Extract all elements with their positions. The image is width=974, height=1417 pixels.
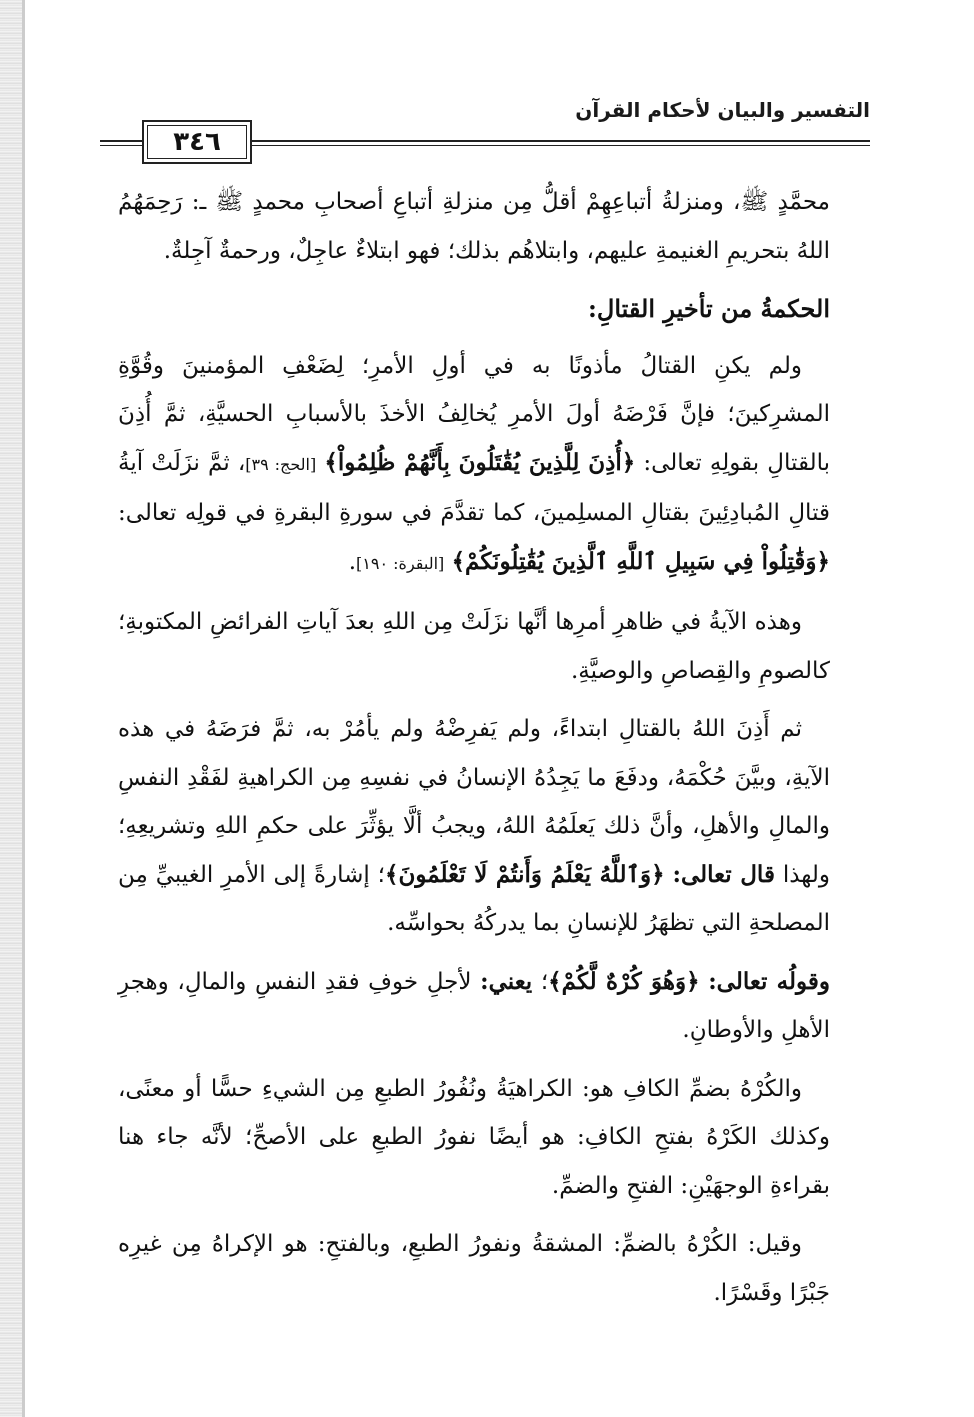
paragraph-kurh-meaning [118, 1065, 830, 1211]
page-body [118, 178, 830, 1327]
verse-reference: [البقرة: ١٩٠] [356, 553, 445, 573]
bold-phrase: قال تعالى: [672, 860, 775, 888]
section-heading: الحكمةُ من تأخيرِ القتالِ: [588, 294, 830, 323]
paragraph-text: ثم أَذِنَ اللهُ بالقتالِ ابتداءً، ولم يَفرِضْهُ ولم يأمُرْ به، ثمَّ فرَضَهُ في هذه الآيةِ، وبيَّنَ حُكْمَهُ، ودفَعَ ما يَجِدُهُ الإنسانُ في نفسِهِ مِن الكراهيةِ لفَقْدِ النفسِ والمالِ والأهلِ، وأنَّ ذلك يَعلَمُهُ اللهُ، ويجبُ ألَّا يؤثِّرَ على حكمِ اللهِ وتشريعِهِ؛ ولهذا [118, 716, 831, 888]
space [700, 969, 709, 995]
space [444, 549, 451, 575]
paragraph-text: . [348, 548, 357, 575]
paragraph-obligation [118, 705, 830, 948]
paragraph-permission [118, 342, 830, 589]
quran-verse: ﴿أُذِنَ لِلَّذِينَ يُقَٰتَلُونَ بِأَنَّهُمْ ظُلِمُواْ﴾ [324, 448, 636, 476]
paragraph-text: ولم يكنِ القتالُ مأذونًا به في أولِ الأمرِ؛ لِضَعْفِ المؤمنينَ وقُوَّةِ المشرِكينَ؛ فإنَّ فَرْضَهُ أولَ الأمرِ يُخالِفُ الأخذَ بالأسبابِ الحسيَّةِ، ثمَّ أُذِنَ بالقتالِ بقولِهِ تعالى: [118, 352, 831, 476]
punctuation: ؛ [532, 968, 549, 995]
paragraph-dislike [118, 958, 830, 1055]
page-number: ٣٤٦ [142, 120, 252, 164]
verse-reference: [الحج: ٣٩] [245, 454, 317, 474]
paragraph-text: وهذه الآيةُ في ظاهرِ أمرِها أنَّها نزَلَتْ مِن اللهِ بعدَ آياتِ الفرائضِ المكتوبةِ؛ كالصومِ والقِصاصِ والوصيَّةِ. [118, 609, 830, 684]
scan-edge [0, 0, 22, 1417]
paragraph-kurh-alternative [118, 1220, 830, 1317]
paragraph-verse-context [118, 598, 830, 695]
quran-verse: ﴿وَٱللَّهُ يَعْلَمُ وَأَنتُمْ لَا تَعْلَمُونَ﴾ [384, 860, 665, 888]
paragraph-intro [118, 178, 830, 275]
running-title: التفسير والبيان لأحكام القرآن [575, 98, 870, 122]
scan-edge-line [22, 0, 25, 1417]
paragraph-text: لأجلِ خوفِ فقدِ النفسِ والمالِ، وهجرِ الأهلِ والأوطانِ. [118, 968, 830, 1043]
paragraph-text: والكُرْهُ بضمِّ الكافِ هو: الكراهيَةُ ونُفُورُ الطبعِ مِن الشيءِ حسًّا أو معنًى، وكذلك الكَرْهُ بفتحِ الكافِ: هو أيضًا نفورُ الطبعِ على الأصحِّ؛ لأنَّه جاء هنا بقراءةِ الوجهَيْنِ: الفتحِ والضمِّ. [118, 1075, 830, 1199]
paragraph-text: ، ثمَّ نزَلَتْ آيةُ قتالِ المُبادِئِينَ بقتالِ المسلِمينَ، كما تقدَّمَ في سورةِ البقرةِ في قولِه تعالى: [118, 449, 830, 526]
quran-verse: ﴿وَقَٰتِلُواْ فِي سَبِيلِ ٱللَّهِ ٱلَّذِينَ يُقَٰتِلُونَكُمْ﴾ [451, 547, 830, 575]
paragraph-text: وقيل: الكُرْهُ بالضمِّ: المشقةُ ونفورُ الطبعِ، وبالفتحِ: هو الإكراهُ مِن غيرِه جَبْرًا وقَسْرًا. [118, 1231, 830, 1306]
page-header [100, 96, 870, 166]
quran-verse: ﴿وَهُوَ كُرْهٌ لَّكُمْ﴾ [548, 967, 700, 995]
bold-phrase: وقولُه تعالى: [708, 967, 830, 995]
paragraph-text: ؛ إشارةً إلى الأمرِ الغيبيِّ مِن المصلحةِ التي تظهَرُ للإنسانِ بما يدركُهُ بحواسِّه. [118, 861, 830, 936]
bold-phrase: يعني: [480, 967, 533, 995]
paragraph-text: محمَّدٍ ﷺ، ومنزلةُ أتباعِهِمْ أقلُّ مِن منزلةِ أتباعِ أصحابِ محمدٍ ﷺ ـ: رَحِمَهُمُ اللهُ بتحريمِ الغنيمةِ عليهم، وابتلاهُم بذلك؛ فهو ابتلاءٌ عاجِلٌ، ورحمةٌ آجِلةٌ. [118, 189, 830, 264]
